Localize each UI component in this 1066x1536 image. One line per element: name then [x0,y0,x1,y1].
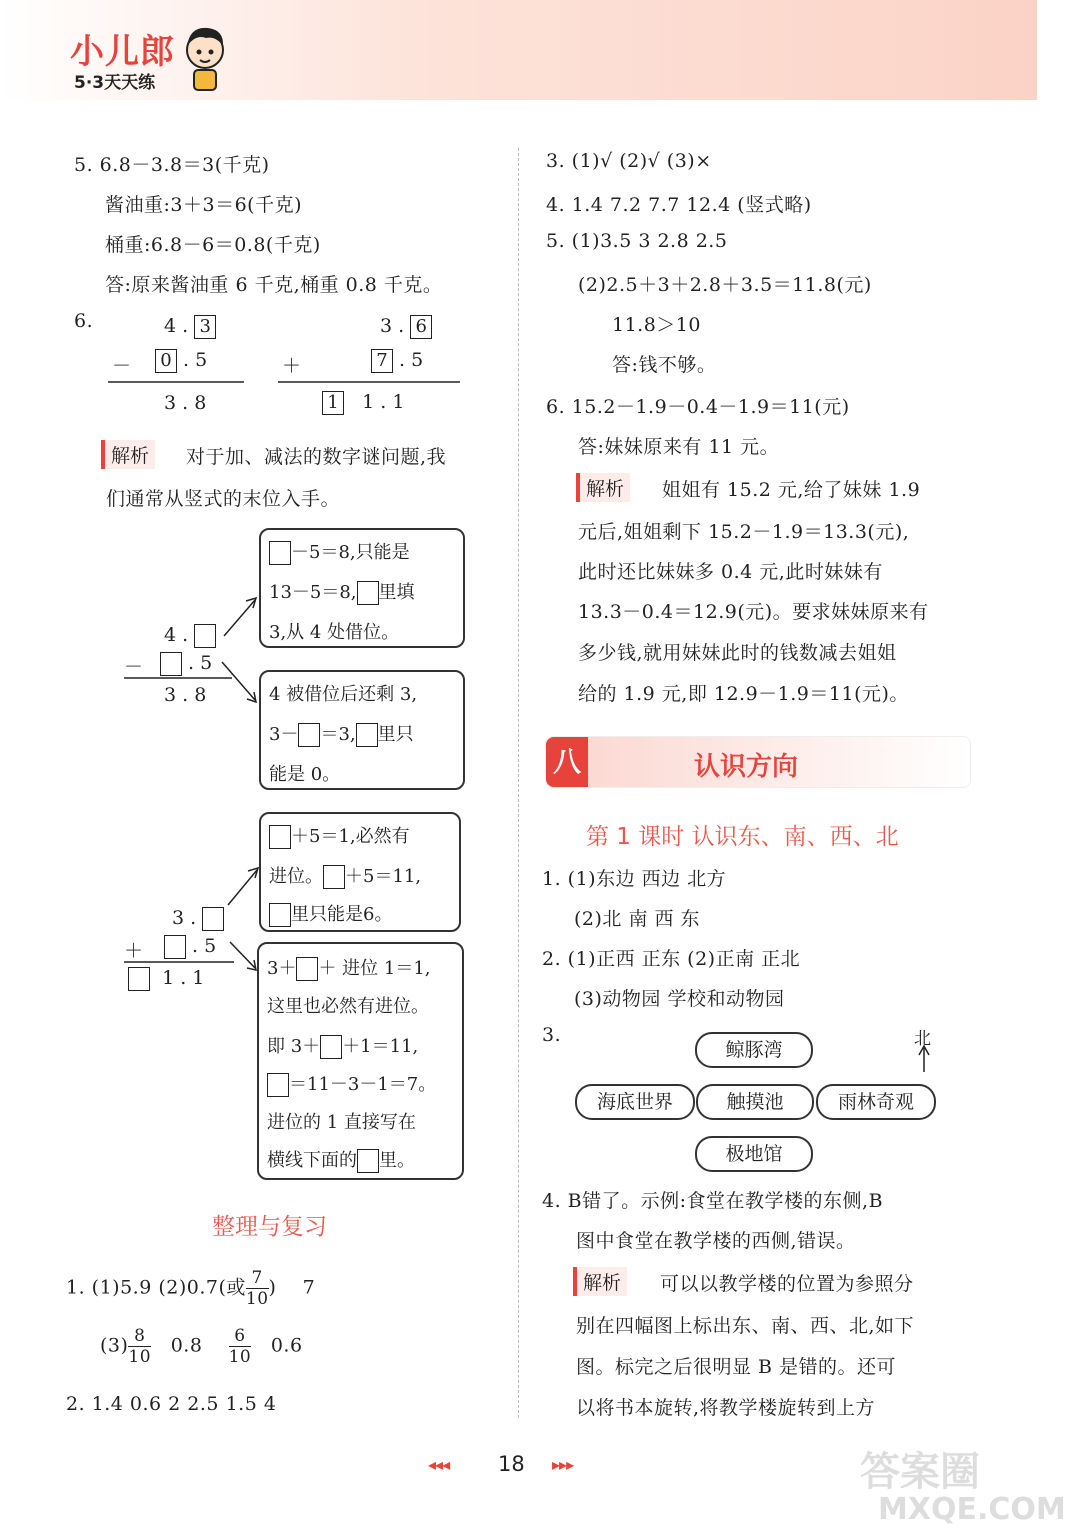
series-name: 5·3天天练 [74,73,156,93]
q5-line3: 桶重:6.8－6＝0.8(千克) [105,234,321,256]
r-analysis-5: 多少钱,就用妹妹此时的钱数减去姐姐 [578,642,897,664]
diag2-result: 1 . 1 [128,967,204,991]
map-bottom: 极地馆 [695,1136,813,1172]
note-box-1: －5＝8,只能是 13－5＝8, 里填 3,从 4 处借位。 [259,528,465,648]
map-left: 海底世界 [575,1084,695,1120]
r-an2-3: 图。标完之后很明显 B 是错的。还可 [576,1356,897,1378]
r-q5d: 答:钱不够。 [612,354,717,376]
next-arrows-icon: ▸▸▸ [552,1455,574,1474]
r-an2-4: 以将书本旋转,将教学楼旋转到上方 [576,1397,876,1419]
map-right: 雨林奇观 [816,1084,936,1120]
diag1-top: 4 . [164,624,216,648]
lesson-title: 第 1 课时 认识东、南、西、北 [586,824,899,850]
diag1-result: 3 . 8 [164,684,207,706]
blank-box [164,935,186,959]
blank-box [357,1149,379,1173]
review-q1-line2: (3) $\frac{8}{10}$ 0.8 $\frac{6}{10}$ 0.6 [100,1326,303,1367]
r-an2-1: 可以以教学楼的位置为参照分 [660,1273,914,1295]
analysis-tag-right-2: 解析 [573,1267,627,1296]
r-analysis-6: 给的 1.9 元,即 12.9－1.9＝11(元)。 [578,683,909,705]
blank-box [356,723,378,747]
note-box-4: 3＋ ＋ 进位 1＝1, 这里也必然有进位。 即 3＋ ＋1＝11, ＝11－3－1＝7。 进位的 1 直接写在 横线下面的 里。 [257,942,464,1180]
blank-box [269,541,291,565]
q6a-minus: － [112,355,132,377]
r-l3: 3. [542,1024,562,1046]
review-title: 整理与复习 [212,1214,327,1240]
r-analysis-3: 此时还比妹妹多 0.4 元,此时妹妹有 [578,561,883,583]
diag1-minus: － [124,656,144,678]
q5-line2: 酱油重:3＋3＝6(千克) [105,194,302,216]
answer-box: 7 [371,349,393,373]
blank-box [323,865,345,889]
q6-number: 6. [74,310,94,332]
page-number: 18 [498,1452,525,1476]
r-analysis-2: 元后,姐姐剩下 15.2－1.9＝13.3(元), [578,521,910,543]
blank-box [128,967,150,991]
note-box-3: ＋5＝1,必然有 进位。 ＋5＝11, 里只能是6。 [259,812,461,932]
map-center: 触摸池 [696,1084,814,1120]
diag2-mid: . 5 [164,935,216,959]
r-q5a: 5. (1)3.5 3 2.8 2.5 [546,230,728,252]
answer-box: 0 [155,349,177,373]
q6a-result: 3 . 8 [164,392,207,414]
q5-line1: 5. 6.8－3.8＝3(千克) [74,154,270,176]
blank-box [194,624,216,648]
diag2-top: 3 . [172,907,224,931]
blank-box [269,825,291,849]
blank-box [296,957,318,981]
r-analysis-1: 姐姐有 15.2 元,给了妹妹 1.9 [662,479,921,501]
q6b-mid: 7 . 5 [371,349,423,373]
map-top: 鲸豚湾 [695,1032,813,1068]
watermark: 答案圈 [860,1449,980,1495]
r-l4a: 4. B错了。示例:食堂在教学楼的东侧,B [542,1190,884,1212]
watermark-url: MXQE.COM [878,1492,1066,1527]
r-q6a: 6. 15.2－1.9－0.4－1.9＝11(元) [546,396,850,418]
r-l1a: 1. (1)东边 西边 北方 [542,868,727,890]
north-label: 北 [914,1029,931,1049]
r-q4: 4. 1.4 7.2 7.7 12.4 (竖式略) [546,194,812,216]
r-l2a: 2. (1)正西 正东 (2)正南 正北 [542,948,801,970]
q6b-plus: ＋ [282,355,302,377]
diag2-plus: ＋ [124,940,144,962]
r-l4b: 图中食堂在教学楼的西侧,错误。 [576,1230,856,1252]
review-q2: 2. 1.4 0.6 2 2.5 1.5 4 [66,1393,277,1415]
analysis-tag-right: 解析 [576,473,630,502]
blank-box [160,652,182,676]
chapter-title: 认识方向 [694,752,799,782]
r-q5c: 11.8＞10 [612,314,701,336]
blank-box [320,1035,342,1059]
diag1-mid: . 5 [160,652,212,676]
note-box-2: 4 被借位后还剩 3, 3－ ＝3, 里只 能是 0。 [259,670,465,790]
prev-arrows-icon: ◂◂◂ [428,1455,450,1474]
chapter-number: 八 [546,737,588,787]
r-l1b: (2)北 南 西 东 [574,908,701,930]
q6a-top: 4 . 3 [164,315,216,339]
q6b-result: 1 1 . 1 [322,391,404,415]
blank-box [357,581,379,605]
q5-line4: 答:原来酱油重 6 千克,桶重 0.8 千克。 [105,274,443,296]
blank-box [298,723,320,747]
blank-box [202,907,224,931]
r-an2-2: 别在四幅图上标出东、南、西、北,如下 [576,1315,915,1337]
analysis-line1: 对于加、减法的数字谜问题,我 [186,446,447,468]
r-q6b: 答:妹妹原来有 11 元。 [578,436,780,458]
q6a-mid: 0 . 5 [155,349,207,373]
blank-box [267,1073,289,1097]
r-analysis-4: 13.3－0.4＝12.9(元)。要求妹妹原来有 [578,601,929,623]
r-q3: 3. (1)√ (2)√ (3)× [546,150,712,172]
r-q5b: (2)2.5＋3＋2.8＋3.5＝11.8(元) [578,274,872,296]
blank-box [269,903,291,927]
analysis-tag: 解析 [101,440,155,469]
review-q1-line1: 1. (1)5.9 (2)0.7(或 $\frac{7}{10}$ ) 7 [66,1268,316,1309]
answer-box: 1 [322,391,344,415]
q6b-top: 3 . 6 [380,315,432,339]
answer-box: 6 [410,315,432,339]
brand-logo: 小儿郎 [70,32,175,72]
r-l2b: (3)动物园 学校和动物园 [574,988,785,1010]
chapter-banner [545,736,971,788]
analysis-line2: 们通常从竖式的末位入手。 [106,488,341,510]
answer-box: 3 [194,315,216,339]
